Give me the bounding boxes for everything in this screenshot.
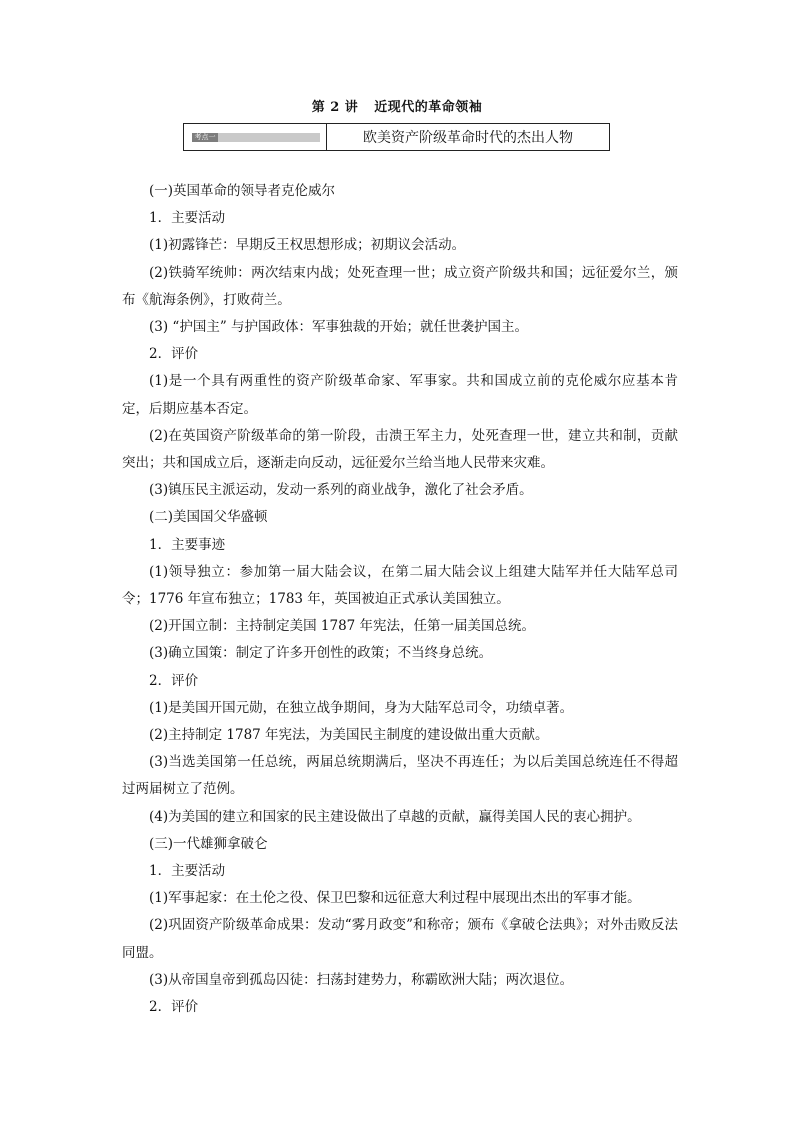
subheading: 2．评价 [149, 672, 199, 689]
heading-napoleon: (三)一代雄狮拿破仑 [149, 835, 268, 852]
lecture-name: 近现代的革命领袖 [374, 100, 483, 115]
paragraph: (4)为美国的建立和国家的民主建设做出了卓越的贡献，赢得美国人民的衷心拥护。 [149, 808, 641, 825]
section-header-title: 欧美资产阶级革命时代的杰出人物 [363, 130, 573, 146]
paragraph: (2)巩固资产阶级革命成果：发动“雾月政变”和称帝；颁布《拿破仑法典》；对外击败反法同盟。 [122, 917, 678, 961]
paragraph: (2)开国立制：主持制定美国 1787 年宪法，任第一届美国总统。 [149, 618, 536, 635]
subheading: 2．评价 [149, 999, 199, 1016]
heading-washington: (二)美国国父华盛顿 [149, 509, 268, 526]
lecture-title [0, 96, 794, 115]
section-header-badge-cell [184, 124, 327, 150]
subheading: 1．主要活动 [149, 210, 226, 227]
paragraph: (3)确立国策：制定了许多开创性的政策；不当终身总统。 [149, 645, 493, 662]
paragraph: (1)军事起家：在土伦之役、保卫巴黎和远征意大利过程中展现出杰出的军事才能。 [149, 890, 641, 907]
paragraph: (3)当选美国第一任总统，两届总统期满后，坚决不再连任；为以后美国总统连任不得超过两届树立了范例。 [122, 754, 678, 798]
paragraph: (2)铁骑军统帅：两次结束内战；处死查理一世；成立资产阶级共和国；远征爱尔兰，颁布《航海条例》，打败荷兰。 [122, 264, 678, 308]
paragraph: (3) “护国主” 与护国政体：军事独裁的开始；就任世袭护国主。 [149, 319, 529, 336]
paragraph: (2)主持制定 1787 年宪法，为美国民主制度的建设做出重大贡献。 [149, 727, 549, 744]
paragraph: (3)从帝国皇帝到孤岛囚徒：扫荡封建势力，称霸欧洲大陆；两次退位。 [149, 971, 574, 988]
paragraph: (3)镇压民主派运动，发动一系列的商业战争，激化了社会矛盾。 [149, 482, 533, 499]
subheading: 1．主要事迹 [149, 536, 226, 553]
section-badge [192, 133, 320, 142]
paragraph: (2)在英国资产阶级革命的第一阶段，击溃王军主力，处死查理一世，建立共和制，贡献突出；共和国成立后，逐渐走向反动，远征爱尔兰给当地人民带来灾难。 [122, 427, 678, 472]
lecture-number: 第 2 讲 [311, 100, 359, 115]
document-body [122, 178, 678, 1021]
paragraph: (1)是一个具有两重性的资产阶级革命家、军事家。共和国成立前的克伦威尔应基本肯定，后期应基本否定。 [122, 373, 678, 417]
subheading: 2．评价 [149, 346, 199, 363]
paragraph: (1)初露锋芒：早期反王权思想形成；初期议会活动。 [149, 237, 466, 254]
paragraph: (1)是美国开国元勋，在独立战争期间，身为大陆军总司令，功绩卓著。 [149, 699, 574, 716]
subheading: 1．主要活动 [149, 863, 226, 880]
paragraph: (1)领导独立：参加第一届大陆会议，在第二届大陆会议上组建大陆军并任大陆军总司令；1776 年宣布独立；1783 年，英国被迫正式承认美国独立。 [122, 563, 678, 608]
heading-cromwell: (一)英国革命的领导者克伦威尔 [149, 183, 336, 199]
section-header-table [183, 123, 610, 151]
section-badge-label: 考点一 [192, 133, 218, 142]
